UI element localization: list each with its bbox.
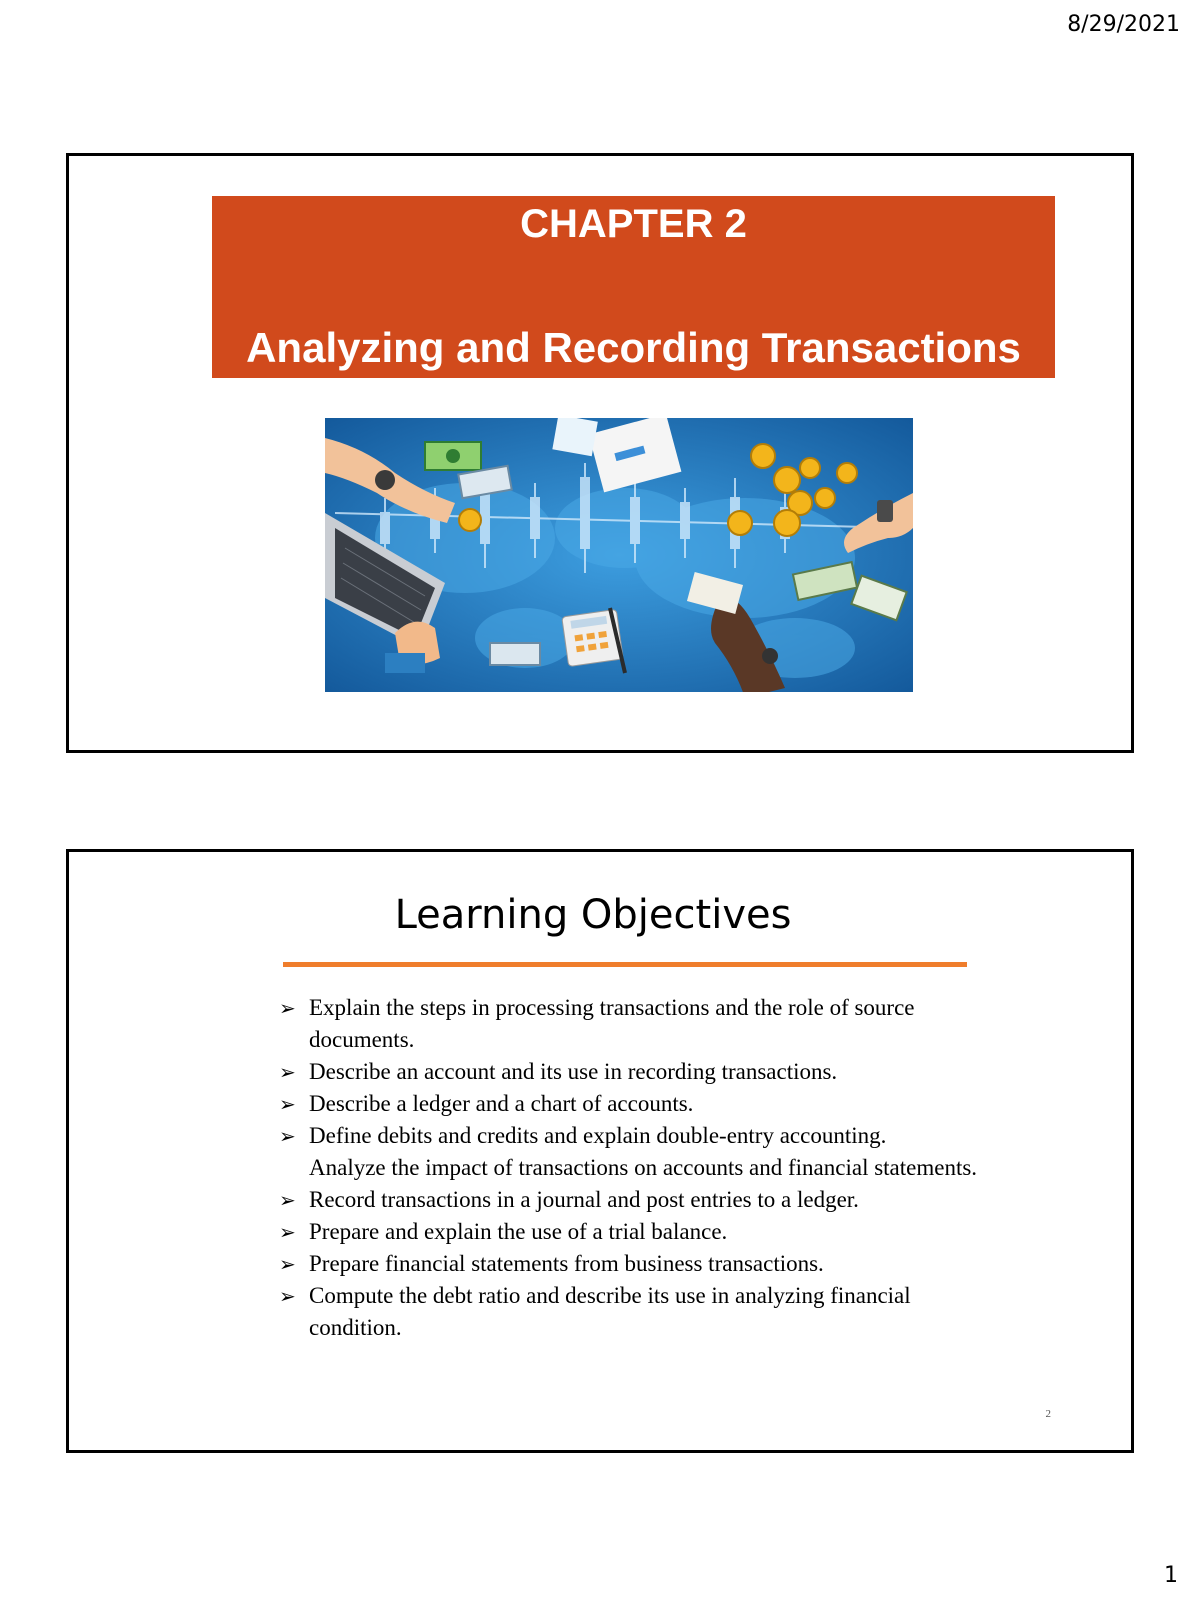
chapter-heading: CHAPTER 2 [520, 202, 747, 246]
objective-item [279, 992, 979, 1056]
objective-item [279, 1152, 979, 1184]
arrow-bullet-icon: ➢ [279, 1092, 296, 1116]
objective-text: Explain the steps in processing transactions and the role of source documents. [309, 995, 915, 1052]
arrow-bullet-icon: ➢ [279, 1124, 296, 1148]
finance-illustration [325, 418, 913, 692]
objective-text: Prepare financial statements from business transactions. [309, 1251, 824, 1276]
objective-text: Describe a ledger and a chart of accounts. [309, 1091, 694, 1116]
chapter-subtitle: Analyzing and Recording Transactions [246, 324, 1021, 371]
arrow-bullet-icon: ➢ [279, 1252, 296, 1276]
objective-item [279, 1120, 979, 1152]
objective-text: Compute the debt ratio and describe its use in analyzing financial condition. [309, 1283, 911, 1340]
page-date: 8/29/2021 [1067, 12, 1180, 37]
slide-title [66, 153, 1134, 753]
title-underline [283, 962, 967, 967]
objective-text: Describe an account and its use in recording transactions. [309, 1059, 838, 1084]
objectives-list [279, 992, 979, 1344]
objective-item [279, 1088, 979, 1120]
arrow-bullet-icon: ➢ [279, 1060, 296, 1084]
objective-item [279, 1184, 979, 1216]
title-banner [212, 196, 1055, 378]
arrow-bullet-icon: ➢ [279, 1220, 296, 1244]
banknote-icon [425, 442, 481, 470]
arrow-bullet-icon: ➢ [279, 1284, 296, 1308]
banknote-icon [490, 643, 540, 665]
objective-text: Prepare and explain the use of a trial balance. [309, 1219, 728, 1244]
objective-item [279, 1056, 979, 1088]
objective-text: Analyze the impact of transactions on accounts and financial statements. [309, 1155, 978, 1180]
slide-title [69, 892, 1129, 938]
objective-item [279, 1216, 979, 1248]
slide-number: 2 [1045, 1408, 1051, 1420]
objective-item [279, 1280, 979, 1344]
learning-objectives-heading: Learning Objectives [394, 892, 792, 938]
slide-learning-objectives [66, 849, 1134, 1453]
arrow-bullet-icon: ➢ [279, 1188, 296, 1212]
arrow-bullet-icon: ➢ [279, 996, 296, 1020]
objective-item [279, 1248, 979, 1280]
page-number: 1 [1164, 1563, 1178, 1588]
objective-text: Define debits and credits and explain double-entry accounting. [309, 1123, 887, 1148]
objective-text: Record transactions in a journal and post entries to a ledger. [309, 1187, 859, 1212]
